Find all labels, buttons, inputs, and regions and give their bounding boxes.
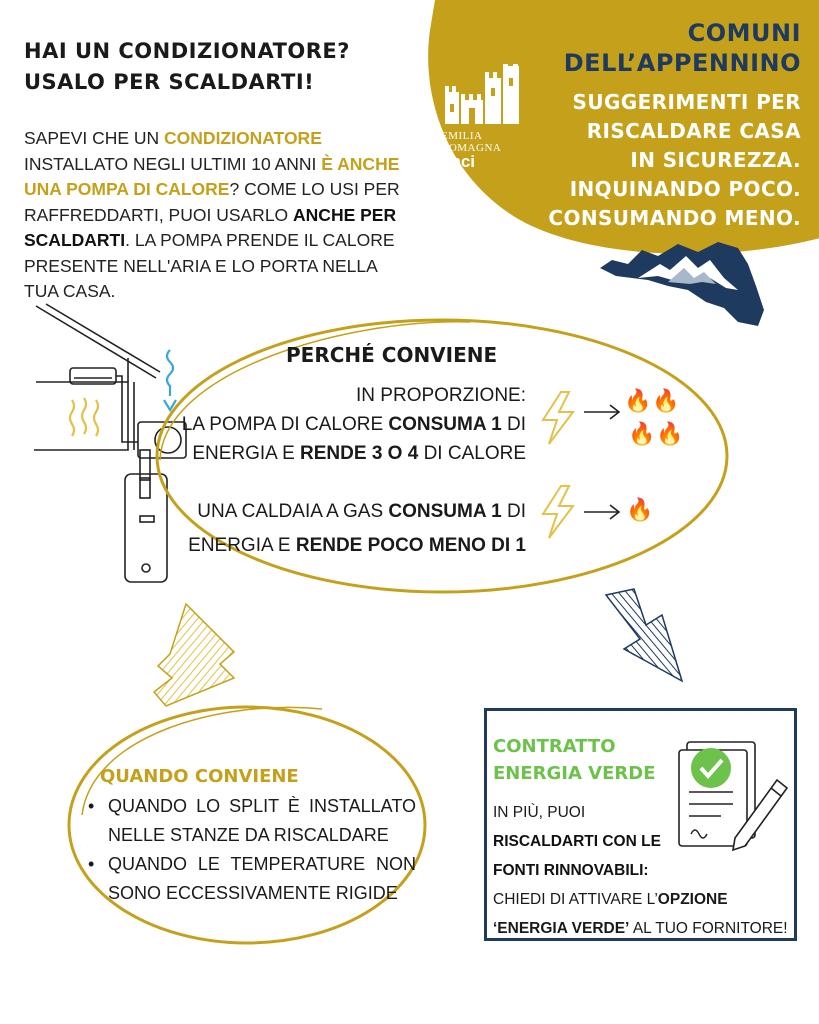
fire-icon: 🔥 (656, 422, 684, 447)
fire-icon: 🔥 (626, 498, 654, 523)
arrow-right-icon (582, 502, 622, 522)
banner-heading: COMUNI DELL’APPENNINO (563, 19, 801, 77)
logo-text-anci: anci (441, 152, 476, 171)
perche-boiler-text: UNA CALDAIA A GAS CONSUMA 1 DI ENERGIA E RENDE POCO MENO DI 1 (188, 501, 526, 556)
perche-heat-pump-text: IN PROPORZIONE: LA POMPA DI CALORE CONSUMA 1 DI ENERGIA E RENDE 3 O 4 DI CALORE (181, 385, 526, 464)
title-line-2: USALO PER SCALDARTI! (24, 70, 315, 94)
list-item: • QUANDO LO SPLIT È INSTALLATO NELLE STANZE DA RISCALDARE (86, 792, 416, 850)
title-line-1: HAI UN CONDIZIONATORE? (24, 39, 350, 63)
page-title (24, 36, 350, 98)
quando-list (86, 792, 416, 908)
fire-icon: 🔥 (624, 389, 652, 414)
logo-text-romagna: ROMAGNA (441, 142, 502, 154)
lightning-icon (539, 390, 579, 446)
quando-title: QUANDO CONVIENE (100, 766, 299, 787)
perche-title: PERCHÉ CONVIENE (286, 343, 498, 367)
fire-icon: 🔥 (628, 422, 656, 447)
list-item: • QUANDO LE TEMPERATURE NON SONO ECCESSIVAMENTE RIGIDE (86, 850, 416, 908)
castle-logo-icon (441, 64, 527, 126)
hatched-arrow-icon (596, 585, 691, 690)
logo-text-emilia: EMILIA (441, 130, 483, 142)
fire-icon: 🔥 (652, 389, 680, 414)
intro-paragraph: SAPEVI CHE UN CONDIZIONATORE INSTALLATO NEGLI ULTIMI 10 ANNI È ANCHE UNA POMPA DI CALORE? COME LO USI PER RAFFREDDARTI, PUOI USARLO ANCHE PER SCALDARTI. LA POMPA PRENDE IL CALORE PRESENTE NELL'ARIA E LO PORTA NELLA TUA CASA. (24, 128, 400, 301)
contratto-body: IN PIÙ, PUOI RISCALDARTI CON LE FONTI RINNOVABILI: CHIEDI DI ATTIVARE L’OPZIONE ‘ENERGIA VERDE’ AL TUO FORNITORE! (493, 804, 788, 937)
lightning-icon (539, 484, 579, 540)
banner-subheading: SUGGERIMENTI PER RISCALDARE CASA IN SICUREZZA. INQUINANDO POCO. CONSUMANDO MENO. (548, 90, 801, 230)
hatched-arrow-icon (150, 600, 240, 710)
contratto-title: CONTRATTO ENERGIA VERDE (493, 736, 656, 784)
arrow-right-icon (582, 402, 622, 422)
anci-logo (441, 64, 527, 184)
